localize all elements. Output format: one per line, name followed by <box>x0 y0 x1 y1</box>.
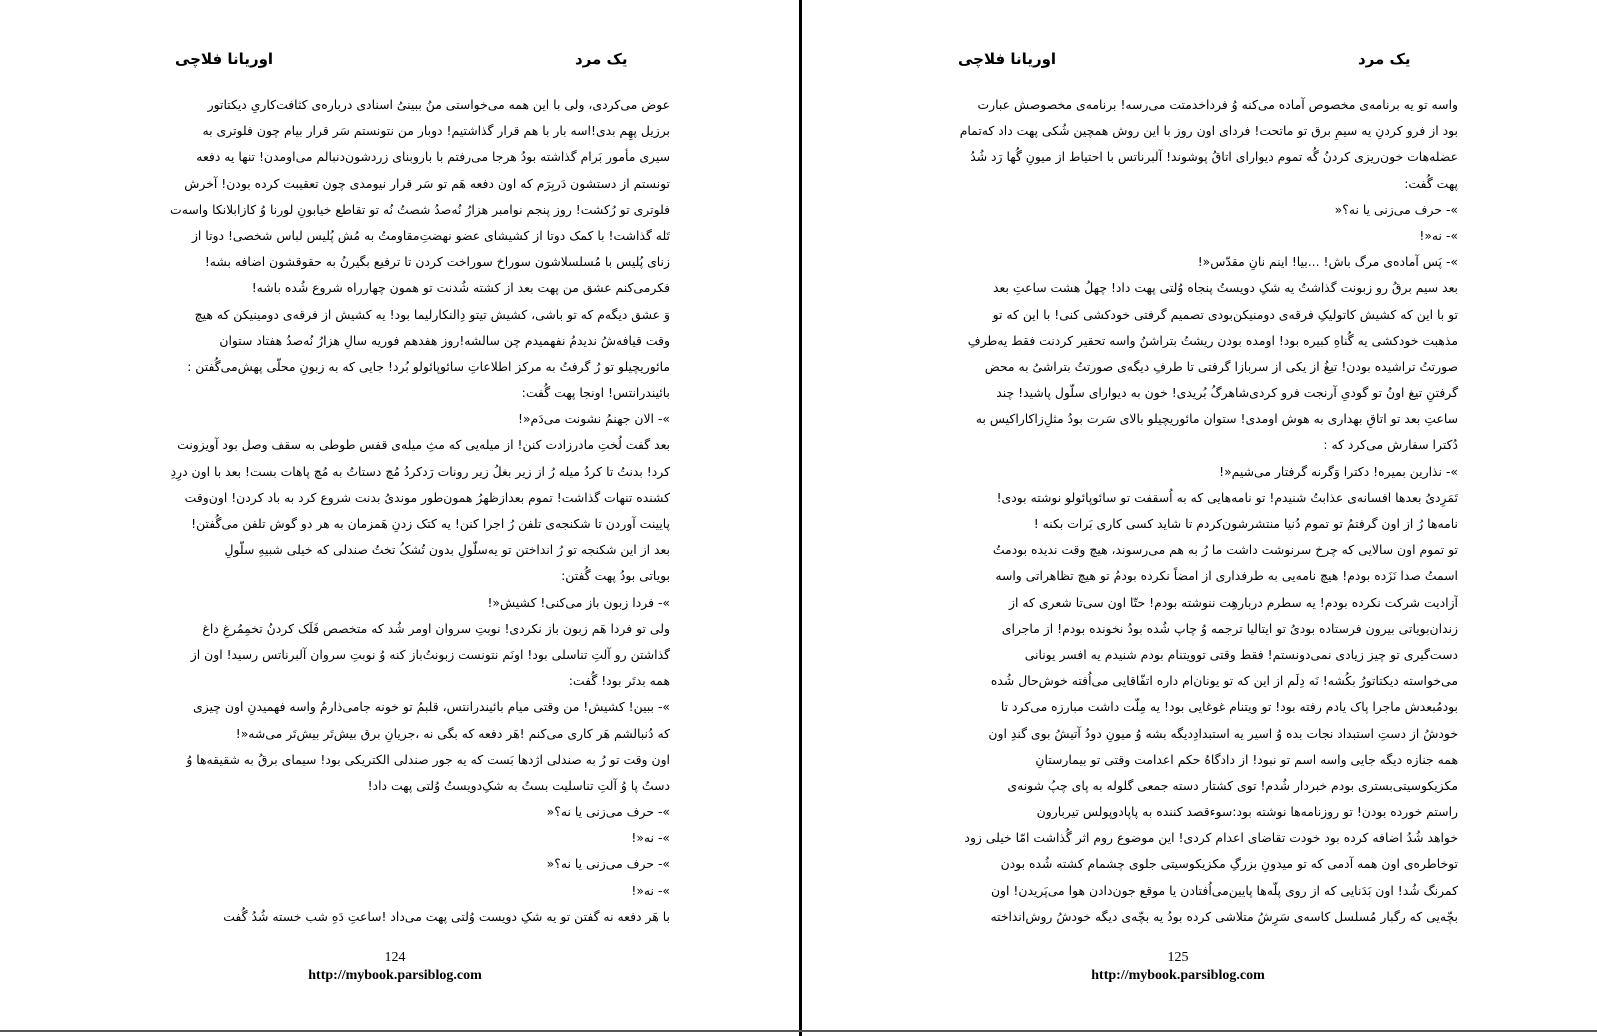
text-line: تَمَرِدیُ بعدها افسانه‌ی عذابتُ شنیدم! تو نامه‌هایی که به اُسقفت تو سائوپائولو نوشته بودی! <box>996 489 1458 505</box>
text-line: کشنده تنهات گذاشت! تموم بعدازظهرُ همون‌طور موندیُ بدنت شروع کرد به باد کردن! اون‌وقت <box>184 489 670 505</box>
text-line: می‌خواسته دیکتاتورُ بکُشه! نَه دِلَم از این که تو یونان‌ام داره اتفّاقایی می‌اُفته خوش‌حال شُده <box>990 673 1458 689</box>
text-line: ساعتِ بعد تو اتاقِ بهداری به هوش اومدی! ستوان مائوریچیلو بالای سَرت بودُ مثل‌ِزاکاراکیس به <box>975 411 1458 427</box>
header-book-title: یک مرد <box>575 50 628 68</box>
text-line: بائیندرانتس! اونجا پهت گُفت: <box>521 385 670 401</box>
text-line: بچّه‌یی که رگبار مُسلسل کاسه‌ی سَرِشُ متلاشی کرده بودُ یه بچّه‌ی دیگه خودشُ روش‌انداخته <box>990 908 1458 924</box>
text-line: کرد! بدنتُ تا کردُ میله رُ از زیر بغلُ زیر رونات رَدکردُ مُچ دستاتُ به مُچ پاهات بست! بعد با اون درِدِ <box>170 463 670 479</box>
text-line: با هَر دفعه نه گفتن تو یه شکِ دویست وُلتی پهت می‌داد !ساعتِ دَهِ شب خسته شُدُ گُفت <box>223 908 670 924</box>
text-line: تو با این که کشیش کاتولیکِ فرقه‌ی دومنیکن‌بودی تصمیم گرفتی خودکشی کنی! با این که تو <box>992 306 1458 322</box>
text-line: پهت گُفت: <box>1404 175 1458 191</box>
text-line: ولی تو فردا هَم زبون باز نکردی! نوبتِ سروان اومر شُد که متخصص فَلَک کردنُ تخمِمُرغِ داغ <box>202 620 670 636</box>
footer-url: http://mybook.parsiblog.com <box>308 968 482 983</box>
page-right <box>803 0 1597 1030</box>
text-line: بعد از این شکنجه تو رُ انداختن تو یه‌سلّولِ بدون تُشکُ تختُ صندلی که خیلی شبیهِ سلّولِ <box>224 542 670 558</box>
text-line: اون وقت تو رُ به صندلی اژدها بَست که یه جور صندلی الکتریکی بود! سیمای برقُ به شقیقه‌ها وُ <box>186 751 670 767</box>
header-author: اوریانا فلاچی <box>175 50 274 68</box>
page-body-text <box>130 92 670 930</box>
text-line: دستُ پا وُ آلتِ تناسلیت بستُ به شکِ‌دویستُ وُلتی پهت داد! <box>367 777 670 793</box>
text-line: بویاتی بودُ پهت گُفتن: <box>561 568 670 584</box>
text-line: زندان‌بویاتی بیرون فرستاده بودیُ تو ایتالیا ترجمه وُ چاپ شُده بودُ نخونده بودم! از ماجرای <box>1001 620 1458 636</box>
text-line: »- فردا زبون باز می‌کنی! کشیش«! <box>487 594 670 610</box>
text-line: وقت قیافه‌شُ ندیدمُ نفهمیدم چن سالشه!روز هفدهم فوریه سالِ هزارُ نُه‌صدُ هفتاد ستوان <box>219 332 670 348</box>
text-line: تَله گذاشت! با کمک دوتا از کشیشای عضو نهضتِ‌مقاومتُ به مُش پُلیس لباس شخصی! دوتا از <box>191 227 670 243</box>
text-line: عوض می‌کردی، ولی با این همه می‌خواستی منُ ببینیُ اسنادی درباره‌ی کثافت‌کاریِ دیکتاتور <box>207 97 670 112</box>
footer-url: http://mybook.parsiblog.com <box>1091 968 1265 983</box>
text-line: زنای پُلیس با مُسلسلاشون سوراخ سوراخت کردن تا ترفیع بگیرنُ به حقوقشون اضافه بشه! <box>204 254 670 270</box>
text-line: »- ببین! کشیش! من وقتی میام بائیندرانتس، قلبمُ تو خونه جامی‌ذارمُ واسه فهمیدنِ اون چیزی <box>193 699 670 715</box>
text-line: مائوریچیلو تو رُ گرفتُ به مرکز اطلاعاتِ سائوپائولو بُرد! جایی که به زبونِ محلّی پهش‌می‌گُفتن : <box>187 358 670 374</box>
text-line: »- حرف می‌زنی یا نه؟« <box>546 804 670 820</box>
text-line: سیری مأمور بَرام گذاشته بودُ هرجا می‌رفتم با باروبنای زردشون‌دنبالم می‌اومدن! تنها یه دفعه <box>196 149 670 165</box>
text-line: خودشُ از دستِ استبداد نجات بده وُ اسیر یه استبدادِدیگه بشه وُ میونِ دودُ آتیشُ بوی گندِ اون <box>988 725 1458 741</box>
text-line: »- نذارین بمیره! دکترا وَگرنه گرفتار می‌شیم«! <box>1219 463 1458 479</box>
header-book-title: یک مرد <box>1358 50 1411 68</box>
text-line: »- نه«! <box>631 882 670 898</box>
page-number: 125 <box>1167 950 1189 965</box>
text-line: خواهد شُدُ اضافه کرده بود خودت تقاضای اعدام کردی! این موضوع روم اثر گُذاشت امّا خیلی زود <box>964 830 1458 846</box>
text-line: فلوتری تو رُکشت! روز پنجم نوامبر هزارُ نُه‌صدُ شصتُ نُه تو تقاطع خیابونِ لورنا وُ کازابلانکا واسه‌ت <box>170 201 670 217</box>
text-line: صورتتُ تراشیده بودن! تیغُ از یکی از سربازا گرفتی تا طرفِ دیگه‌ی صورتتُ بتراشیُ به محض <box>984 358 1458 374</box>
text-line: تونستم از دستشون دَربِرَم که اون دفعه هَم تو سَر قرار نیومدی چون تعقیبت کرده بودن! آخرش <box>184 175 670 191</box>
text-line: راستم خورده بودن! تو روزنامه‌ها نوشته بود:سوءقصد کننده به پاپادوپولس تیربارون <box>1036 804 1458 820</box>
text-line: بودمُبعدش ماجرا پاک یادم رفته بود! تو ویتنام غوغایی بود! یه مِلّت داشت مبارزه می‌کرد تا <box>1000 699 1458 715</box>
text-line: »- حرف می‌زنی یا نه؟« <box>1334 201 1458 217</box>
text-line: مکزیکوسیتی‌بستری بودم خبردار شُدم! توی کشتار دسته جمعی گلوله به پای چپُ شونه‌ی <box>1007 777 1458 793</box>
text-line: فکرمی‌کنم عشق من پهت بعد از کشته شُدنت تو همون چهارراه شروع شُده باشه! <box>251 280 670 296</box>
page-bottom-edge <box>0 1030 1597 1032</box>
text-line: بعد گفت لُختِ مادرزادت کنن! از میله‌یی که مثِ میله‌ی قفس طوطی به سقف وصل بود آویزونت <box>177 437 670 453</box>
page-left <box>0 0 800 1030</box>
text-line: دُکترا سفارش می‌کرد که : <box>1323 437 1458 453</box>
text-line: همه جنازه دیگه جایی واسه اسم تو نبود! از دادگاهُ حکم اعدامت وقتی تو بیمارستانِ <box>1035 751 1458 767</box>
text-line: که دُنبالشم هَر کاری می‌کنم !هَر دفعه که بگی نه ،جریانِ برق بیش‌تَر بیش‌تَر می‌شه«! <box>235 725 670 741</box>
text-line: مذهبت خودکشی یه گُناهِ کبیره بود! اومده بودن ریشتُ بتراشنُ واسه تحقیر کردنت فقط یه‌طرفِ <box>967 332 1458 348</box>
text-line: دست‌گیری تو چیز زیادی نمی‌دونستم! فقط وقتی تو‌ویتنام بودم شنیدم یه افسر یونانی <box>1024 646 1458 662</box>
text-line: واسه تو یه برنامه‌ی مخصوص آماده می‌کنه وُ فرداخدمتت می‌رسه! برنامه‌ی مخصوصش عبارت <box>977 97 1458 112</box>
text-line: نامه‌ها رُ از اون گرفتمُ تو تموم دُنیا منتشرشون‌کردم تا شاید کسی کاری بَرات بکنه ! <box>1033 516 1458 531</box>
text-line: عضله‌هات خون‌ریزی کردنُ گُه تموم دیوارای اتاقُ پوشوند! آلبرناتس با احتیاط از میونِ گُها رَد شُدُ <box>970 149 1458 165</box>
text-line: گرفتنِ تیغ اونُ تو گودیِ آرنجت فرو کردی‌شاهرگُ بُریدی! خون به دیوارای سلّول پاشید! چند <box>996 385 1458 401</box>
text-line: »- حرف می‌زنی یا نه؟« <box>546 856 670 872</box>
text-line: »- پَس آماده‌ی مرگ باش! ...بیا! اینم نانِ مقدّس«! <box>1197 254 1458 270</box>
page-gutter-divider <box>799 0 802 1036</box>
text-line: کمرنگ شُد! اون بَدَنایی که از روی پلّه‌ها پایین‌می‌اُفتادن یا موقع جون‌دادن هوا می‌پَریدن! اون <box>990 882 1458 898</box>
text-line: بود از فرو کردنِ یه سیمِ برق تو ماتحت! فردای اون روز با این روش همچین شُکی پهت داد که‌تمام <box>959 123 1458 139</box>
text-line: وَ عشق دیگه‌م که تو باشی، کشیش تیتو دِالنکارلیما بود! یه کشیش از فرقه‌ی دومینیکن که هیچ <box>194 306 670 322</box>
text-line: »- نه«! <box>1419 227 1458 243</box>
page-body-text <box>913 92 1458 930</box>
text-line: پایینت آوردن تا شکنجه‌ی تلفن رُ اجرا کنن! یه کتک زدنِ هَمزمان به هر دو گوش تلفن می‌گُفتن! <box>191 516 670 531</box>
text-line: »- نه«! <box>631 830 670 846</box>
text-line: توخاطره‌ی اون همه آدمی که تو میدونِ بزرگِ مکزیکوسیتی جلوی چشمام کشته شُده بودن <box>1000 856 1458 872</box>
text-line: بعد سیم برقُ رو زبونت گذاشتُ یه شکِ دویستُ پنجاه وُلتی پهت داد! چهلُ هشت ساعتِ بعد <box>993 280 1458 296</box>
text-line: گذاشتن رو آلتِ تناسلی بود! اونَم نتونست زبونت‌ُباز کنه وُ نوبتِ سروان آلبرناتس رسید! اون از <box>190 646 670 662</box>
text-line: تو تموم اون سالایی که چرخ سرنوشت داشت ما رُ به هم می‌رسوند، هیچ وقت ندیده بودمتُ <box>992 542 1458 558</box>
text-line: اسمتُ صدا نَزَده بودم! هیچ نامه‌یی به طرفداری از امضاً نکرده بودمُ تو هیچ تظاهراتی واسه <box>995 568 1458 584</box>
text-line: برزیل پهِم بدی!اسه بار با هم قرار گذاشتیم! دوبار من نتونستم سَر قرار بیام چون فلوتری به <box>202 123 670 139</box>
page-number: 124 <box>384 950 406 965</box>
text-line: آزادیت شرکت نکرده بودم! یه سطرم دربارهِت ننوشته بودم! حتّا اون سی‌تا شعری که از <box>1009 594 1458 610</box>
header-author: اوریانا فلاچی <box>958 50 1057 68</box>
text-line: همه بدتَر بود! گُفت: <box>568 673 670 689</box>
text-line: »- الان جهنمُ نشونت می‌دَم«! <box>518 411 670 427</box>
